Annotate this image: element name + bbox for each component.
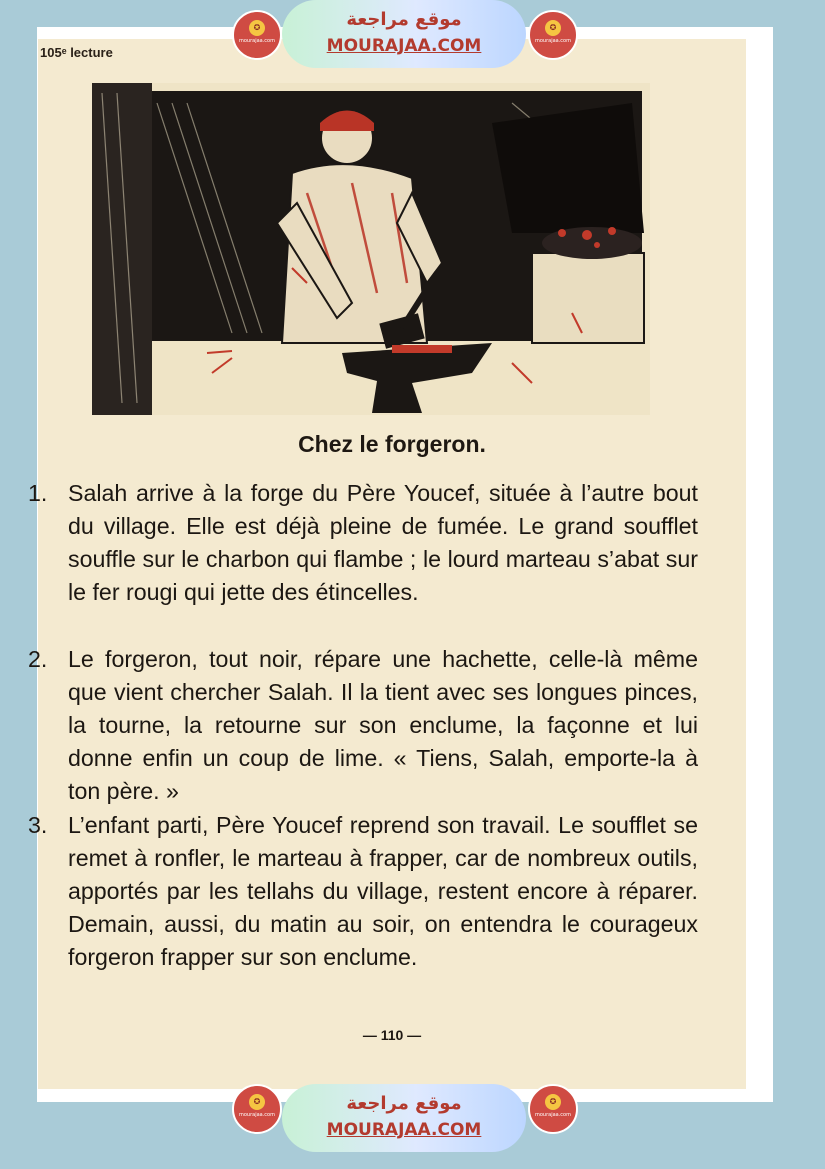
site-logo-icon xyxy=(232,10,282,60)
logo-mark-icon: ✪ xyxy=(545,20,561,36)
site-logo-icon xyxy=(528,10,578,60)
logo-text: mourajaa.com xyxy=(238,38,275,44)
scanned-page xyxy=(28,39,746,1089)
logo-text: mourajaa.com xyxy=(534,38,571,44)
paragraph-text: L’enfant parti, Père Youcef reprend son travail. Le soufflet se remet à ronfler, le marteau à frapper, car de nombreux outils, apportés par les tellahs du village, restent encore à réparer. Demain, aussi, du matin au soir, on entendra le courageux forgeron frapper sur son enclume. xyxy=(68,812,698,970)
paragraph-1 xyxy=(28,477,698,609)
blacksmith-illustration xyxy=(92,83,650,415)
site-name: MOURAJAA.COM xyxy=(326,1120,482,1140)
logo-mark-icon: ✪ xyxy=(249,20,265,36)
paragraph-text: Le forgeron, tout noir, répare une hachette, celle-là même que vient chercher Salah. Il la tient avec ses longues pinces, la tourne, la retourne sur son enclume, la façonne et lui donne enfin un coup de lime. « Tiens, Salah, emporte-la à ton père. » xyxy=(68,646,698,804)
site-banner-link[interactable] xyxy=(282,0,526,68)
paragraph-number: 1. xyxy=(28,480,48,506)
lesson-title: Chez le forgeron. xyxy=(298,431,486,457)
site-name: MOURAJAA.COM xyxy=(326,36,482,56)
paragraph-number: 2. xyxy=(28,646,48,672)
paragraph-3 xyxy=(28,809,698,974)
logo-mark-icon: ✪ xyxy=(545,1094,561,1110)
page-number: — 110 — xyxy=(362,1027,422,1043)
site-name-arabic: موقع مراجعة xyxy=(346,1093,462,1114)
logo-text: mourajaa.com xyxy=(238,1112,275,1118)
lesson-tag: 105ᵉ lecture xyxy=(40,45,113,60)
paragraph-number: 3. xyxy=(28,812,48,838)
paragraph-text: Salah arrive à la forge du Père Youcef, située à l’autre bout du village. Elle est déjà pleine de fumée. Le grand soufflet souffle sur le charbon qui flambe ; le lourd marteau s’abat sur le fer rougi qui jette des étincelles. xyxy=(68,480,698,605)
paragraph-2 xyxy=(28,643,698,808)
logo-mark-icon: ✪ xyxy=(249,1094,265,1110)
site-logo-icon xyxy=(232,1084,282,1134)
logo-text: mourajaa.com xyxy=(534,1112,571,1118)
site-name-arabic: موقع مراجعة xyxy=(346,9,462,30)
site-logo-icon xyxy=(528,1084,578,1134)
site-banner-link[interactable] xyxy=(282,1084,526,1152)
